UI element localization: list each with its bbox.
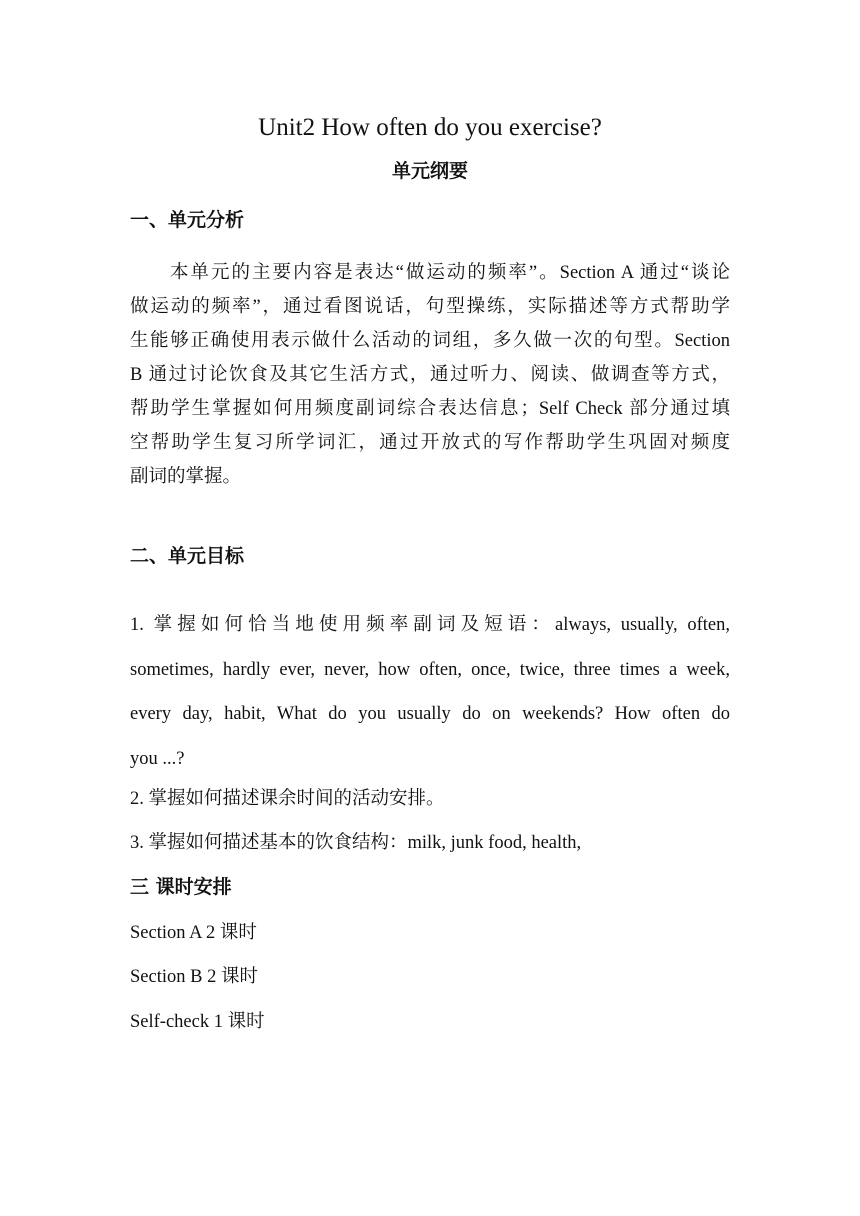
- schedule-item-section-b: Section B 2 课时: [130, 967, 258, 987]
- schedule-item-self-check: Self-check 1 课时: [130, 1012, 265, 1032]
- analysis-paragraph: [130, 256, 730, 494]
- goal-item-1: [130, 603, 730, 781]
- paragraph-line: 空帮助学生复习所学词汇，通过开放式的写作帮助学生巩固对频度: [130, 433, 730, 453]
- goal-line: 1. 掌握如何恰当地使用频率副词及短语：always, usually, often,: [130, 615, 730, 635]
- goal-line: you ...?: [130, 748, 185, 769]
- schedule-item-section-a: Section A 2 课时: [130, 923, 257, 943]
- goal-item-3: 3. 掌握如何描述基本的饮食结构：milk, junk food, health,: [130, 833, 582, 853]
- paragraph-line: 做运动的频率”，通过看图说话，句型操练，实际描述等方式帮助学: [130, 297, 730, 317]
- paragraph-line: 帮助学生掌握如何用频度副词综合表达信息；Self Check 部分通过填: [130, 399, 730, 419]
- document-title: Unit2 How often do you exercise?: [258, 114, 602, 141]
- paragraph-line: B 通过讨论饮食及其它生活方式，通过听力、阅读、做调查等方式，: [130, 365, 730, 385]
- section-heading-schedule: 三 课时安排: [130, 876, 232, 898]
- section-heading-goals: 二、单元目标: [130, 545, 245, 567]
- paragraph-line: 副词的掌握。: [130, 467, 242, 487]
- paragraph-line: 本单元的主要内容是表达“做运动的频率”。Section A 通过“谈论: [170, 263, 730, 283]
- paragraph-line: 生能够正确使用表示做什么活动的词组，多久做一次的句型。Section: [130, 331, 730, 351]
- goal-line: sometimes, hardly ever, never, how often, once, twice, three times a week,: [130, 659, 730, 680]
- goal-item-2: 2. 掌握如何描述课余时间的活动安排。: [130, 789, 445, 809]
- section-heading-analysis: 一、单元分析: [130, 209, 245, 231]
- outline-title: 单元纲要: [391, 160, 468, 182]
- goal-line: every day, habit, What do you usually do on weekends? How often do: [130, 704, 730, 724]
